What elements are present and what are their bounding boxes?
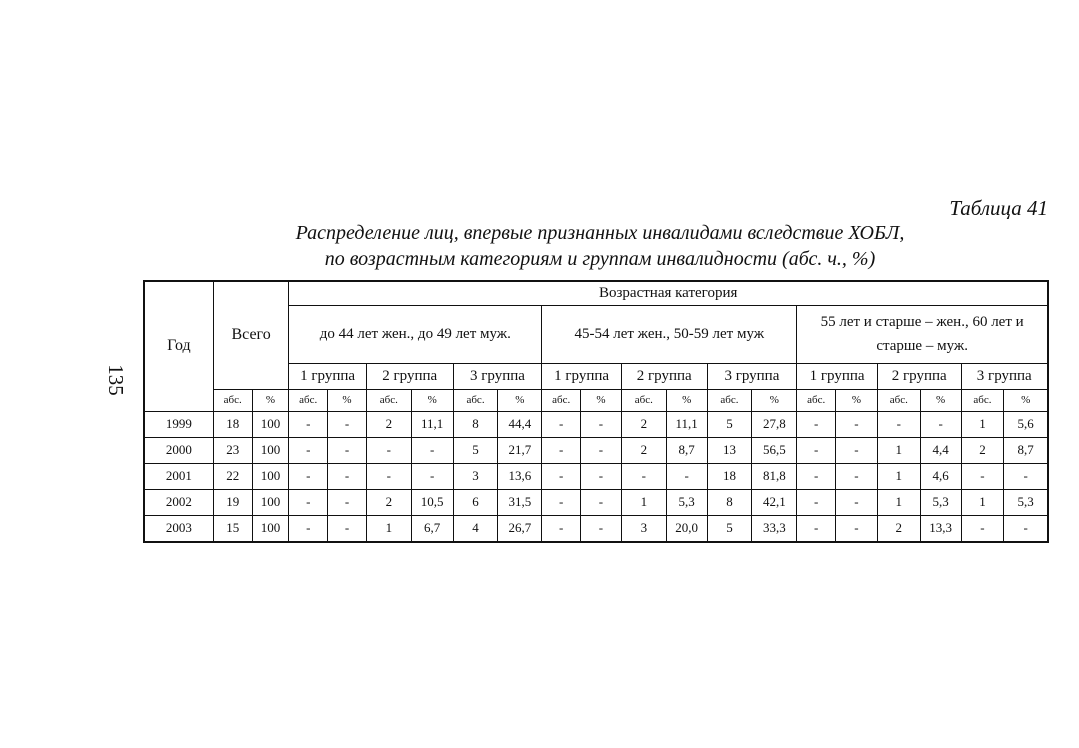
table-cell: - — [366, 437, 411, 463]
table-cell: 18 — [707, 463, 752, 489]
table-cell: 1 — [877, 463, 920, 489]
table-cell: 4,6 — [920, 463, 961, 489]
cell-total-pct: 100 — [252, 515, 289, 542]
table-cell: - — [366, 463, 411, 489]
table-cell: - — [581, 437, 622, 463]
table-cell: - — [328, 411, 367, 437]
header-group: 3 группа — [961, 363, 1048, 389]
table-row — [144, 515, 1048, 542]
table-cell: 13 — [707, 437, 752, 463]
cell-total-abs: 19 — [213, 489, 252, 515]
table-row — [144, 489, 1048, 515]
table-cell: 1 — [961, 489, 1004, 515]
table-row — [144, 463, 1048, 489]
table-cell: 8 — [453, 411, 498, 437]
table-label: Таблица 41 — [949, 196, 1048, 220]
header-unit-abs: абс. — [542, 389, 581, 411]
table-cell: 13,6 — [498, 463, 542, 489]
header-group: 3 группа — [707, 363, 797, 389]
table-cell: - — [797, 437, 836, 463]
header-group: 1 группа — [797, 363, 878, 389]
table-cell: - — [328, 489, 367, 515]
header-range-1: до 44 лет жен., до 49 лет муж. — [289, 305, 542, 363]
table-cell: - — [542, 463, 581, 489]
table-cell: - — [1004, 515, 1048, 542]
header-unit-pct: % — [1004, 389, 1048, 411]
table-cell: 8,7 — [666, 437, 707, 463]
table-cell: 20,0 — [666, 515, 707, 542]
table-cell: - — [836, 489, 878, 515]
header-unit-pct: % — [498, 389, 542, 411]
table-cell: - — [920, 411, 961, 437]
table-cell: 8,7 — [1004, 437, 1048, 463]
cell-total-abs: 15 — [213, 515, 252, 542]
header-unit-abs: абс. — [797, 389, 836, 411]
page-number: 135 — [104, 364, 128, 396]
table-cell: 3 — [621, 515, 666, 542]
table-cell: - — [411, 437, 453, 463]
table-title — [200, 220, 1000, 272]
table-cell: - — [542, 437, 581, 463]
table-cell: 42,1 — [752, 489, 797, 515]
cell-total-pct: 100 — [252, 489, 289, 515]
header-unit-abs: абс. — [877, 389, 920, 411]
table-cell: 2 — [621, 437, 666, 463]
table-cell: - — [961, 463, 1004, 489]
header-unit-abs: абс. — [213, 389, 252, 411]
table-cell: - — [836, 411, 878, 437]
table-cell: 10,5 — [411, 489, 453, 515]
header-unit-abs: абс. — [366, 389, 411, 411]
table-cell: - — [836, 515, 878, 542]
table-row — [144, 437, 1048, 463]
header-group: 1 группа — [542, 363, 622, 389]
header-range-3: 55 лет и старше – жен., 60 лет и старше – муж. — [797, 305, 1048, 363]
table-cell: 5 — [453, 437, 498, 463]
header-unit-abs: абс. — [707, 389, 752, 411]
table-cell: 5,3 — [920, 489, 961, 515]
table-cell: 1 — [877, 489, 920, 515]
table-cell: 31,5 — [498, 489, 542, 515]
table-cell: - — [328, 463, 367, 489]
header-group: 1 группа — [289, 363, 367, 389]
table-cell: 2 — [877, 515, 920, 542]
table-cell: 1 — [877, 437, 920, 463]
table-cell: 1 — [366, 515, 411, 542]
cell-total-pct: 100 — [252, 411, 289, 437]
header-unit-abs: абс. — [621, 389, 666, 411]
table-cell: - — [581, 489, 622, 515]
table-row — [144, 411, 1048, 437]
cell-year: 2002 — [144, 489, 213, 515]
table-cell: 5 — [707, 515, 752, 542]
header-unit-pct: % — [328, 389, 367, 411]
table-cell: 26,7 — [498, 515, 542, 542]
header-total: Всего — [213, 281, 289, 389]
table-cell: - — [289, 411, 328, 437]
table-cell: - — [621, 463, 666, 489]
cell-year: 2001 — [144, 463, 213, 489]
table-cell: 2 — [621, 411, 666, 437]
header-group: 3 группа — [453, 363, 542, 389]
header-range-2: 45-54 лет жен., 50-59 лет муж — [542, 305, 797, 363]
table-cell: 11,1 — [666, 411, 707, 437]
header-unit-pct: % — [252, 389, 289, 411]
cell-year: 1999 — [144, 411, 213, 437]
table-cell: - — [797, 463, 836, 489]
header-unit-pct: % — [666, 389, 707, 411]
table-cell: 4,4 — [920, 437, 961, 463]
header-unit-pct: % — [836, 389, 878, 411]
table-cell: 5,3 — [1004, 489, 1048, 515]
unit-row — [144, 389, 1048, 411]
title-line-1: Распределение лиц, впервые признанных инвалидами вследствие ХОБЛ, — [295, 222, 905, 244]
table-cell: - — [328, 437, 367, 463]
cell-total-pct: 100 — [252, 437, 289, 463]
header-unit-pct: % — [581, 389, 622, 411]
table-cell: 2 — [366, 489, 411, 515]
table-cell: 11,1 — [411, 411, 453, 437]
table-body — [144, 411, 1048, 542]
table-cell: - — [542, 411, 581, 437]
table-cell: - — [581, 411, 622, 437]
cell-year: 2000 — [144, 437, 213, 463]
header-group: 2 группа — [621, 363, 707, 389]
header-year: Год — [144, 281, 213, 411]
header-unit-pct: % — [411, 389, 453, 411]
cell-total-abs: 18 — [213, 411, 252, 437]
table-cell: - — [1004, 463, 1048, 489]
table-cell: - — [581, 515, 622, 542]
header-unit-pct: % — [752, 389, 797, 411]
table-cell: 2 — [366, 411, 411, 437]
cell-total-abs: 23 — [213, 437, 252, 463]
cell-total-pct: 100 — [252, 463, 289, 489]
table-cell: - — [877, 411, 920, 437]
cell-year: 2003 — [144, 515, 213, 542]
table-cell: - — [797, 515, 836, 542]
table-cell: 1 — [961, 411, 1004, 437]
table-cell: 44,4 — [498, 411, 542, 437]
table-cell: 81,8 — [752, 463, 797, 489]
table-cell: - — [542, 489, 581, 515]
table-cell: - — [961, 515, 1004, 542]
table-cell: 5,6 — [1004, 411, 1048, 437]
header-unit-pct: % — [920, 389, 961, 411]
header-group: 2 группа — [366, 363, 453, 389]
table-cell: - — [542, 515, 581, 542]
table-cell: - — [289, 489, 328, 515]
table-cell: - — [289, 515, 328, 542]
table-cell: - — [797, 411, 836, 437]
table-cell: 4 — [453, 515, 498, 542]
header-unit-abs: абс. — [289, 389, 328, 411]
table-cell: 27,8 — [752, 411, 797, 437]
table-cell: 8 — [707, 489, 752, 515]
table-cell: - — [666, 463, 707, 489]
table-cell: - — [328, 515, 367, 542]
table-cell: 33,3 — [752, 515, 797, 542]
table-cell: 5 — [707, 411, 752, 437]
table-cell: 13,3 — [920, 515, 961, 542]
table-cell: - — [289, 437, 328, 463]
disability-table — [143, 280, 1049, 543]
header-unit-abs: абс. — [453, 389, 498, 411]
table-cell: 3 — [453, 463, 498, 489]
table-cell: - — [581, 463, 622, 489]
table-cell: - — [411, 463, 453, 489]
header-group: 2 группа — [877, 363, 961, 389]
table-cell: - — [836, 437, 878, 463]
header-age-category: Возрастная категория — [289, 281, 1048, 305]
table-cell: 5,3 — [666, 489, 707, 515]
table-cell: - — [797, 489, 836, 515]
header-unit-abs: абс. — [961, 389, 1004, 411]
table-cell: - — [836, 463, 878, 489]
title-line-2: по возрастным категориям и группам инвалидности (абс. ч., %) — [324, 248, 876, 270]
table-cell: - — [289, 463, 328, 489]
table-cell: 1 — [621, 489, 666, 515]
table-cell: 21,7 — [498, 437, 542, 463]
table-cell: 6,7 — [411, 515, 453, 542]
table-cell: 56,5 — [752, 437, 797, 463]
table-cell: 2 — [961, 437, 1004, 463]
cell-total-abs: 22 — [213, 463, 252, 489]
table-cell: 6 — [453, 489, 498, 515]
